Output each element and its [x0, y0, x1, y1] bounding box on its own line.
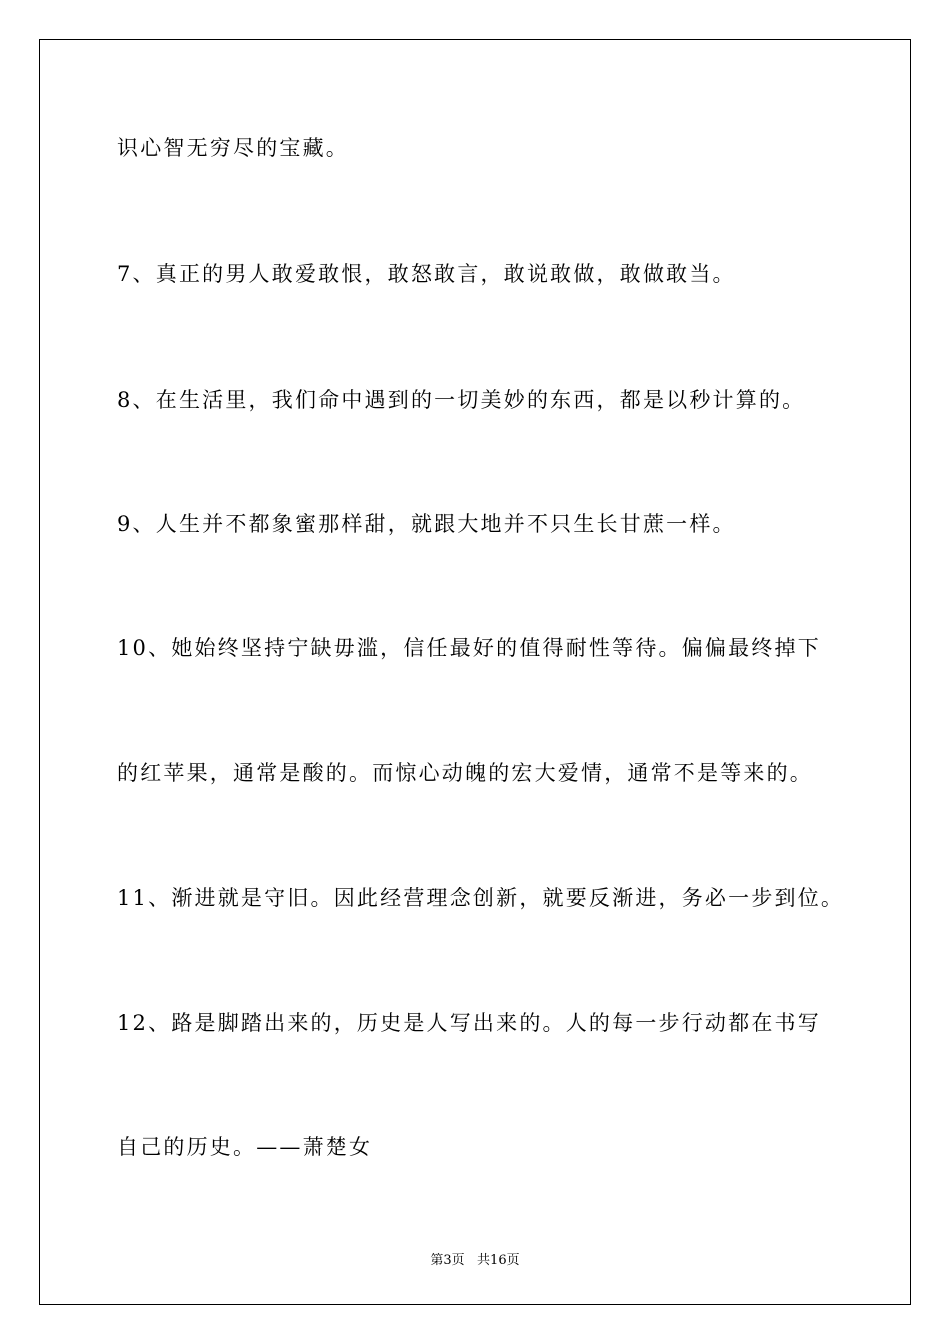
text-line: 7、真正的男人敢爱敢恨，敢怒敢言，敢说敢做，敢做敢当。: [117, 262, 736, 286]
text-line: 识心智无穷尽的宝藏。: [117, 136, 349, 160]
text-line: 12、路是脚踏出来的，历史是人写出来的。人的每一步行动都在书写: [117, 1011, 821, 1035]
text-line: 11、渐进就是守旧。因此经营理念创新，就要反渐进，务必一步到位。: [117, 886, 845, 910]
text-line: 10、她始终坚持宁缺毋滥，信任最好的值得耐性等待。偏偏最终掉下: [117, 636, 821, 660]
text-line: 9、人生并不都象蜜那样甜，就跟大地并不只生长甘蔗一样。: [117, 512, 736, 536]
text-line: 8、在生活里，我们命中遇到的一切美妙的东西，都是以秒计算的。: [117, 388, 806, 412]
page-number: 第3页 共16页: [430, 1253, 520, 1268]
text-line: 自己的历史。——萧楚女: [117, 1135, 373, 1159]
text-line: 的红苹果，通常是酸的。而惊心动魄的宏大爱情，通常不是等来的。: [117, 761, 813, 785]
page-frame: [39, 39, 911, 1305]
